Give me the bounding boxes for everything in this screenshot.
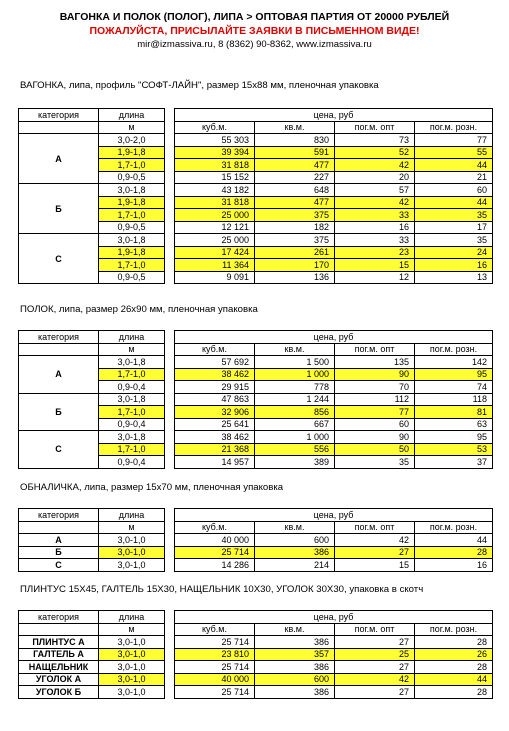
square-price-cell: 477	[255, 159, 335, 172]
cubic-price-cell: 15 152	[175, 171, 255, 184]
price-header: цена, руб	[175, 109, 493, 122]
linear-retail-cell: 26	[415, 648, 493, 661]
linear-wholesale-cell: 20	[335, 171, 415, 184]
price-table	[18, 108, 493, 284]
square-price-cell: 600	[255, 673, 335, 686]
section-title: ОБНАЛИЧКА, липа, размер 15х70 мм, пленочная упаковка	[20, 482, 284, 493]
linear-retail-cell: 142	[415, 356, 493, 369]
linear-wholesale-cell: 27	[335, 686, 415, 699]
length-cell: 3,0-2,0	[99, 134, 165, 147]
length-cell: 3,0-1,8	[99, 356, 165, 369]
cubic-price-cell: 25 000	[175, 209, 255, 222]
cubic-price-cell: 25 714	[175, 546, 255, 559]
linear-wholesale-cell: 77	[335, 406, 415, 419]
length-cell: 1,7-1,0	[99, 368, 165, 381]
category-header: категория	[19, 109, 99, 122]
linear-retail-cell: 24	[415, 246, 493, 259]
table-row	[19, 648, 493, 661]
length-cell: 3,0-1,8	[99, 184, 165, 197]
table-row	[19, 534, 493, 547]
square-price-cell: 856	[255, 406, 335, 419]
table-row	[19, 559, 493, 572]
cubic-price-cell: 38 462	[175, 368, 255, 381]
column-gap	[165, 546, 175, 559]
category-subheader	[19, 623, 99, 636]
length-cell: 3,0-1,0	[99, 686, 165, 699]
column-gap	[165, 509, 175, 522]
column-gap	[165, 611, 175, 624]
cubic-price-cell: 23 810	[175, 648, 255, 661]
column-gap	[165, 146, 175, 159]
linear-wholesale-cell: 16	[335, 221, 415, 234]
linear-wholesale-cell: 27	[335, 661, 415, 674]
linear-retail-cell: 35	[415, 234, 493, 247]
column-gap	[165, 393, 175, 406]
square-price-cell: 477	[255, 196, 335, 209]
price-table	[18, 610, 493, 699]
cubic-price-cell: 14 957	[175, 456, 255, 469]
square-price-cell: 600	[255, 534, 335, 547]
linear-wholesale-cell: 90	[335, 431, 415, 444]
square-header: кв.м.	[255, 343, 335, 356]
linear-wholesale-cell: 15	[335, 259, 415, 272]
linear-wholesale-cell: 42	[335, 159, 415, 172]
length-cell: 3,0-1,0	[99, 648, 165, 661]
category-cell: А	[19, 534, 99, 547]
table-row	[19, 636, 493, 649]
linear-retail-cell: 74	[415, 381, 493, 394]
column-gap	[165, 209, 175, 222]
linear-wholesale-cell: 90	[335, 368, 415, 381]
linear-retail-header: пог.м. розн.	[415, 343, 493, 356]
length-header: длина	[99, 109, 165, 122]
table-row	[19, 661, 493, 674]
cubic-price-cell: 31 818	[175, 159, 255, 172]
square-price-cell: 830	[255, 134, 335, 147]
cubic-price-cell: 9 091	[175, 271, 255, 284]
column-gap	[165, 636, 175, 649]
linear-wholesale-cell: 15	[335, 559, 415, 572]
square-price-cell: 386	[255, 686, 335, 699]
column-gap	[165, 259, 175, 272]
square-price-cell: 386	[255, 636, 335, 649]
table-row	[19, 686, 493, 699]
column-gap	[165, 134, 175, 147]
length-header: длина	[99, 611, 165, 624]
linear-retail-cell: 44	[415, 159, 493, 172]
length-cell: 1,9-1,8	[99, 196, 165, 209]
linear-wholesale-cell: 42	[335, 673, 415, 686]
table-header-row	[19, 331, 493, 344]
column-gap	[165, 159, 175, 172]
linear-retail-cell: 28	[415, 546, 493, 559]
price-table	[18, 508, 493, 572]
category-cell: С	[19, 234, 99, 284]
square-price-cell: 667	[255, 418, 335, 431]
length-unit: м	[99, 343, 165, 356]
section-title: ПЛИНТУС 15Х45, ГАЛТЕЛЬ 15Х30, НАЩЕЛЬНИК 10Х30, УГОЛОК 30Х30, упаковка в скотч	[20, 584, 424, 595]
linear-retail-cell: 44	[415, 673, 493, 686]
cubic-price-cell: 55 303	[175, 134, 255, 147]
column-gap	[165, 221, 175, 234]
column-gap	[165, 368, 175, 381]
table-row	[19, 673, 493, 686]
square-price-cell: 591	[255, 146, 335, 159]
length-cell: 3,0-1,8	[99, 431, 165, 444]
table-row	[19, 546, 493, 559]
square-price-cell: 386	[255, 546, 335, 559]
column-gap	[165, 418, 175, 431]
square-price-cell: 182	[255, 221, 335, 234]
linear-retail-cell: 118	[415, 393, 493, 406]
table-subheader-row	[19, 121, 493, 134]
column-gap	[165, 443, 175, 456]
length-cell: 1,7-1,0	[99, 209, 165, 222]
table-subheader-row	[19, 343, 493, 356]
linear-wholesale-cell: 73	[335, 134, 415, 147]
table-row	[19, 356, 493, 369]
square-header: кв.м.	[255, 121, 335, 134]
cubic-price-cell: 57 692	[175, 356, 255, 369]
linear-retail-cell: 95	[415, 368, 493, 381]
linear-wholesale-header: пог.м. опт	[335, 521, 415, 534]
length-cell: 3,0-1,0	[99, 661, 165, 674]
length-cell: 0,9-0,4	[99, 418, 165, 431]
length-cell: 0,9-0,5	[99, 171, 165, 184]
square-price-cell: 778	[255, 381, 335, 394]
linear-retail-cell: 16	[415, 559, 493, 572]
square-price-cell: 389	[255, 456, 335, 469]
section-title: ПОЛОК, липа, размер 26х90 мм, пленочная упаковка	[20, 304, 258, 315]
square-header: кв.м.	[255, 623, 335, 636]
category-cell: А	[19, 134, 99, 184]
linear-wholesale-cell: 135	[335, 356, 415, 369]
table-row	[19, 234, 493, 247]
column-gap	[165, 331, 175, 344]
cubic-price-cell: 32 906	[175, 406, 255, 419]
column-gap	[165, 521, 175, 534]
cubic-header: куб.м.	[175, 623, 255, 636]
column-gap	[165, 343, 175, 356]
column-gap	[165, 271, 175, 284]
length-cell: 0,9-0,5	[99, 221, 165, 234]
linear-wholesale-cell: 23	[335, 246, 415, 259]
column-gap	[165, 406, 175, 419]
square-price-cell: 261	[255, 246, 335, 259]
length-cell: 3,0-1,0	[99, 559, 165, 572]
linear-wholesale-header: пог.м. опт	[335, 343, 415, 356]
category-subheader	[19, 521, 99, 534]
linear-retail-header: пог.м. розн.	[415, 521, 493, 534]
column-gap	[165, 184, 175, 197]
length-unit: м	[99, 521, 165, 534]
column-gap	[165, 246, 175, 259]
cubic-price-cell: 14 286	[175, 559, 255, 572]
square-price-cell: 386	[255, 661, 335, 674]
cubic-price-cell: 25 000	[175, 234, 255, 247]
column-gap	[165, 381, 175, 394]
length-cell: 1,9-1,8	[99, 146, 165, 159]
linear-retail-cell: 77	[415, 134, 493, 147]
square-price-cell: 375	[255, 234, 335, 247]
document-title: ВАГОНКА И ПОЛОК (ПОЛОГ), ЛИПА > ОПТОВАЯ ПАРТИЯ ОТ 20000 РУБЛЕЙ	[59, 11, 450, 23]
linear-retail-cell: 28	[415, 636, 493, 649]
column-gap	[165, 109, 175, 122]
category-header: категория	[19, 331, 99, 344]
cubic-price-cell: 40 000	[175, 673, 255, 686]
length-unit: м	[99, 623, 165, 636]
linear-wholesale-cell: 35	[335, 456, 415, 469]
cubic-price-cell: 25 714	[175, 636, 255, 649]
category-header: категория	[19, 509, 99, 522]
category-cell: С	[19, 559, 99, 572]
linear-retail-cell: 81	[415, 406, 493, 419]
length-cell: 1,7-1,0	[99, 406, 165, 419]
square-price-cell: 1 000	[255, 368, 335, 381]
length-cell: 1,7-1,0	[99, 259, 165, 272]
linear-wholesale-cell: 27	[335, 636, 415, 649]
linear-retail-header: пог.м. розн.	[415, 121, 493, 134]
square-price-cell: 214	[255, 559, 335, 572]
square-price-cell: 136	[255, 271, 335, 284]
square-price-cell: 556	[255, 443, 335, 456]
cubic-price-cell: 17 424	[175, 246, 255, 259]
table-row	[19, 393, 493, 406]
length-cell: 3,0-1,0	[99, 534, 165, 547]
square-price-cell: 648	[255, 184, 335, 197]
cubic-price-cell: 31 818	[175, 196, 255, 209]
category-cell: А	[19, 356, 99, 394]
cubic-header: куб.м.	[175, 121, 255, 134]
linear-wholesale-cell: 70	[335, 381, 415, 394]
column-gap	[165, 171, 175, 184]
linear-retail-header: пог.м. розн.	[415, 623, 493, 636]
price-table	[18, 330, 493, 469]
column-gap	[165, 559, 175, 572]
linear-retail-cell: 13	[415, 271, 493, 284]
category-cell: ПЛИНТУС А	[19, 636, 99, 649]
linear-retail-cell: 44	[415, 196, 493, 209]
cubic-price-cell: 38 462	[175, 431, 255, 444]
notice-text: ПОЖАЛУЙСТА, ПРИСЫЛАЙТЕ ЗАЯВКИ В ПИСЬМЕННОМ ВИДЕ!	[89, 25, 420, 37]
linear-retail-cell: 28	[415, 661, 493, 674]
linear-wholesale-cell: 42	[335, 534, 415, 547]
cubic-price-cell: 47 863	[175, 393, 255, 406]
category-subheader	[19, 121, 99, 134]
document-header	[0, 11, 509, 50]
column-gap	[165, 648, 175, 661]
cubic-price-cell: 25 641	[175, 418, 255, 431]
linear-retail-cell: 17	[415, 221, 493, 234]
table-row	[19, 184, 493, 197]
linear-retail-cell: 53	[415, 443, 493, 456]
linear-wholesale-cell: 42	[335, 196, 415, 209]
category-cell: ГАЛТЕЛЬ А	[19, 648, 99, 661]
linear-wholesale-cell: 25	[335, 648, 415, 661]
length-cell: 3,0-1,0	[99, 546, 165, 559]
linear-retail-cell: 21	[415, 171, 493, 184]
linear-retail-cell: 55	[415, 146, 493, 159]
cubic-header: куб.м.	[175, 343, 255, 356]
length-cell: 0,9-0,5	[99, 271, 165, 284]
section-title: ВАГОНКА, липа, профиль "СОФТ-ЛАЙН", размер 15х88 мм, пленочная упаковка	[20, 80, 379, 91]
category-cell: УГОЛОК Б	[19, 686, 99, 699]
linear-retail-cell: 60	[415, 184, 493, 197]
length-header: длина	[99, 509, 165, 522]
table-header-row	[19, 509, 493, 522]
linear-wholesale-cell: 33	[335, 209, 415, 222]
column-gap	[165, 431, 175, 444]
cubic-price-cell: 25 714	[175, 686, 255, 699]
column-gap	[165, 196, 175, 209]
column-gap	[165, 623, 175, 636]
square-price-cell: 375	[255, 209, 335, 222]
linear-retail-cell: 37	[415, 456, 493, 469]
linear-retail-cell: 95	[415, 431, 493, 444]
category-cell: Б	[19, 184, 99, 234]
length-header: длина	[99, 331, 165, 344]
contact-line: mir@izmassiva.ru, 8 (8362) 90-8362, www.izmassiva.ru	[137, 39, 372, 50]
linear-wholesale-cell: 52	[335, 146, 415, 159]
column-gap	[165, 686, 175, 699]
square-price-cell: 1 244	[255, 393, 335, 406]
category-subheader	[19, 343, 99, 356]
square-price-cell: 1 500	[255, 356, 335, 369]
category-cell: Б	[19, 393, 99, 431]
length-cell: 3,0-1,0	[99, 636, 165, 649]
linear-wholesale-cell: 112	[335, 393, 415, 406]
linear-retail-cell: 63	[415, 418, 493, 431]
column-gap	[165, 456, 175, 469]
column-gap	[165, 234, 175, 247]
length-cell: 1,7-1,0	[99, 443, 165, 456]
linear-wholesale-header: пог.м. опт	[335, 623, 415, 636]
length-cell: 0,9-0,4	[99, 456, 165, 469]
cubic-price-cell: 29 915	[175, 381, 255, 394]
linear-retail-cell: 28	[415, 686, 493, 699]
linear-wholesale-header: пог.м. опт	[335, 121, 415, 134]
square-price-cell: 170	[255, 259, 335, 272]
category-header: категория	[19, 611, 99, 624]
cubic-price-cell: 39 394	[175, 146, 255, 159]
column-gap	[165, 673, 175, 686]
length-cell: 1,7-1,0	[99, 159, 165, 172]
column-gap	[165, 121, 175, 134]
cubic-price-cell: 11 364	[175, 259, 255, 272]
length-cell: 3,0-1,8	[99, 393, 165, 406]
square-price-cell: 357	[255, 648, 335, 661]
length-unit: м	[99, 121, 165, 134]
price-header: цена, руб	[175, 331, 493, 344]
category-cell: С	[19, 431, 99, 469]
linear-retail-cell: 35	[415, 209, 493, 222]
column-gap	[165, 534, 175, 547]
length-cell: 0,9-0,4	[99, 381, 165, 394]
linear-wholesale-cell: 50	[335, 443, 415, 456]
square-header: кв.м.	[255, 521, 335, 534]
table-row	[19, 134, 493, 147]
length-cell: 1,9-1,8	[99, 246, 165, 259]
square-price-cell: 227	[255, 171, 335, 184]
cubic-price-cell: 25 714	[175, 661, 255, 674]
linear-wholesale-cell: 33	[335, 234, 415, 247]
table-subheader-row	[19, 623, 493, 636]
linear-retail-cell: 44	[415, 534, 493, 547]
linear-wholesale-cell: 12	[335, 271, 415, 284]
category-cell: Б	[19, 546, 99, 559]
linear-wholesale-cell: 27	[335, 546, 415, 559]
length-cell: 3,0-1,0	[99, 673, 165, 686]
category-cell: УГОЛОК А	[19, 673, 99, 686]
cubic-header: куб.м.	[175, 521, 255, 534]
table-row	[19, 431, 493, 444]
category-cell: НАЩЕЛЬНИК	[19, 661, 99, 674]
linear-wholesale-cell: 57	[335, 184, 415, 197]
table-subheader-row	[19, 521, 493, 534]
column-gap	[165, 661, 175, 674]
table-header-row	[19, 611, 493, 624]
cubic-price-cell: 43 182	[175, 184, 255, 197]
column-gap	[165, 356, 175, 369]
cubic-price-cell: 12 121	[175, 221, 255, 234]
table-header-row	[19, 109, 493, 122]
linear-wholesale-cell: 60	[335, 418, 415, 431]
price-header: цена, руб	[175, 611, 493, 624]
square-price-cell: 1 000	[255, 431, 335, 444]
length-cell: 3,0-1,8	[99, 234, 165, 247]
cubic-price-cell: 40 000	[175, 534, 255, 547]
price-header: цена, руб	[175, 509, 493, 522]
linear-retail-cell: 16	[415, 259, 493, 272]
cubic-price-cell: 21 368	[175, 443, 255, 456]
